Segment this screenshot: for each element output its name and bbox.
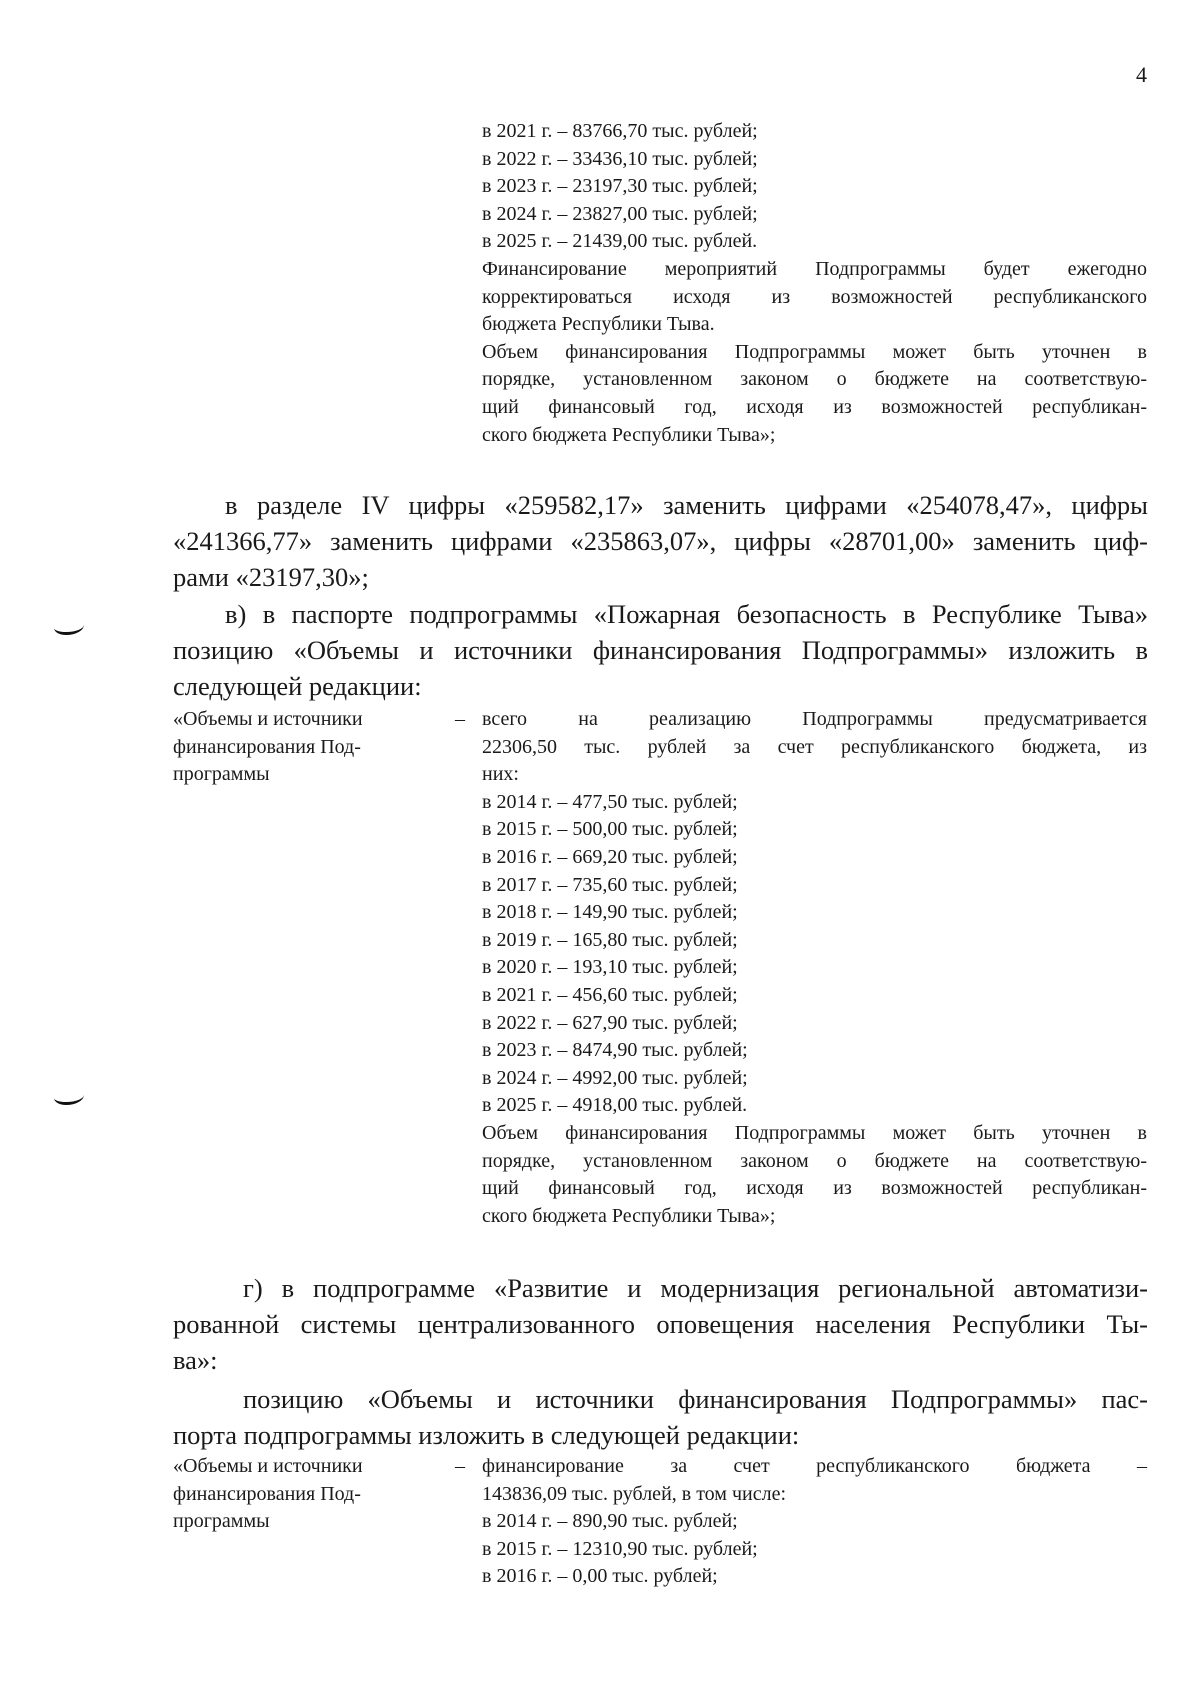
year-line: в 2014 г. – 890,90 тыс. рублей; (482, 1510, 738, 1533)
year-line: в 2024 г. – 23827,00 тыс. рублей; (482, 202, 758, 225)
paragraph-position (173, 1381, 1148, 1453)
paragraph-line: в разделе IV цифры «259582,17» заменить цифрами «254078,47», цифры (225, 490, 1148, 520)
year-line: в 2018 г. – 149,90 тыс. рублей; (482, 901, 738, 924)
year-line: в 2016 г. – 669,20 тыс. рублей; (482, 845, 738, 868)
paragraph-line: рами «23197,30»; (173, 562, 369, 592)
year-line: в 2017 г. – 735,60 тыс. рублей; (482, 873, 738, 896)
note-line: ского бюджета Республики Тыва»; (482, 1204, 776, 1227)
note-line: порядке, установленном законом о бюджете на соответствую- (482, 368, 1147, 391)
paragraph-line: в) в паспорте подпрограммы «Пожарная безопасность в Республике Тыва» (225, 599, 1148, 629)
funding-line: 22306,50 тыс. рублей за счет республиканского бюджета, из (482, 735, 1147, 758)
paragraph-g (173, 1270, 1148, 1378)
paragraph-line: ва»: (173, 1345, 218, 1375)
year-line: в 2020 г. – 193,10 тыс. рублей; (482, 956, 738, 979)
funding-line: 143836,09 тыс. рублей, в том числе: (482, 1482, 787, 1505)
year-line: в 2015 г. – 500,00 тыс. рублей; (482, 818, 738, 841)
funding-label (173, 1453, 363, 1536)
paragraph-line: позицию «Объемы и источники финансирования Подпрограммы» пас- (243, 1384, 1148, 1414)
year-line: в 2021 г. – 83766,70 тыс. рублей; (482, 120, 758, 142)
paragraph-line: позицию «Объемы и источники финансирования Подпрограммы» изложить в (173, 635, 1148, 665)
section-iv-paragraph (173, 487, 1148, 595)
paragraph-line: «241366,77» заменить цифрами «235863,07», цифры «28701,00» заменить циф- (173, 526, 1148, 556)
paragraph-line: порта подпрограммы изложить в следующей редакции: (173, 1420, 800, 1450)
note-line: щий финансовый год, исходя из возможностей республикан- (482, 395, 1147, 418)
note-line: бюджета Республики Тыва. (482, 313, 715, 336)
fire-safety-funding-block (482, 706, 1147, 1230)
funding-line: всего на реализацию Подпрограммы предусматривается (482, 708, 1147, 730)
year-line: в 2025 г. – 4918,00 тыс. рублей. (482, 1094, 748, 1117)
label-line: программы (173, 763, 270, 786)
funding-line: них: (482, 763, 519, 786)
year-line: в 2023 г. – 8474,90 тыс. рублей; (482, 1039, 748, 1062)
year-line: в 2022 г. – 627,90 тыс. рублей; (482, 1011, 738, 1034)
dash-marker: – (455, 1455, 465, 1477)
year-line: в 2021 г. – 456,60 тыс. рублей; (482, 983, 738, 1006)
note-line: порядке, установленном законом о бюджете на соответствую- (482, 1149, 1147, 1172)
note-line: Объем финансирования Подпрограммы может быть уточнен в (482, 1121, 1147, 1144)
label-line: «Объемы и источники (173, 1455, 363, 1477)
year-line: в 2022 г. – 33436,10 тыс. рублей; (482, 147, 758, 170)
year-line: в 2023 г. – 23197,30 тыс. рублей; (482, 175, 758, 198)
year-line: в 2015 г. – 12310,90 тыс. рублей; (482, 1537, 758, 1560)
note-line: щий финансовый год, исходя из возможностей республикан- (482, 1177, 1147, 1200)
scan-margin-mark (54, 1088, 84, 1105)
year-line: в 2014 г. – 477,50 тыс. рублей; (482, 790, 738, 813)
note-line: Объем финансирования Подпрограммы может быть уточнен в (482, 340, 1147, 363)
year-line: в 2024 г. – 4992,00 тыс. рублей; (482, 1066, 748, 1089)
scan-margin-mark (54, 618, 84, 635)
note-line: ского бюджета Республики Тыва»; (482, 423, 776, 446)
paragraph-v (173, 596, 1148, 704)
year-line: в 2019 г. – 165,80 тыс. рублей; (482, 928, 738, 951)
paragraph-line: г) в подпрограмме «Развитие и модернизация региональной автоматизи- (243, 1273, 1148, 1303)
page-number: 4 (1136, 62, 1147, 87)
notification-system-funding-block (482, 1453, 1147, 1591)
year-line: в 2016 г. – 0,00 тыс. рублей; (482, 1565, 718, 1588)
label-line: программы (173, 1510, 270, 1533)
paragraph-line: рованной системы централизованного оповещения населения Республики Ты- (173, 1309, 1148, 1339)
label-line: финансирования Под- (173, 735, 361, 758)
dash-marker: – (455, 708, 465, 730)
funding-line: финансирование за счет республиканского бюджета – (482, 1455, 1147, 1477)
label-line: «Объемы и источники (173, 708, 363, 730)
note-line: Финансирование мероприятий Подпрограммы будет ежегодно (482, 257, 1147, 280)
paragraph-line: следующей редакции: (173, 671, 422, 701)
year-line: в 2025 г. – 21439,00 тыс. рублей. (482, 230, 758, 253)
funding-label (173, 706, 363, 789)
note-line: корректироваться исходя из возможностей республиканского (482, 285, 1147, 308)
label-line: финансирования Под- (173, 1482, 361, 1505)
funding-continuation-block (482, 118, 1147, 449)
